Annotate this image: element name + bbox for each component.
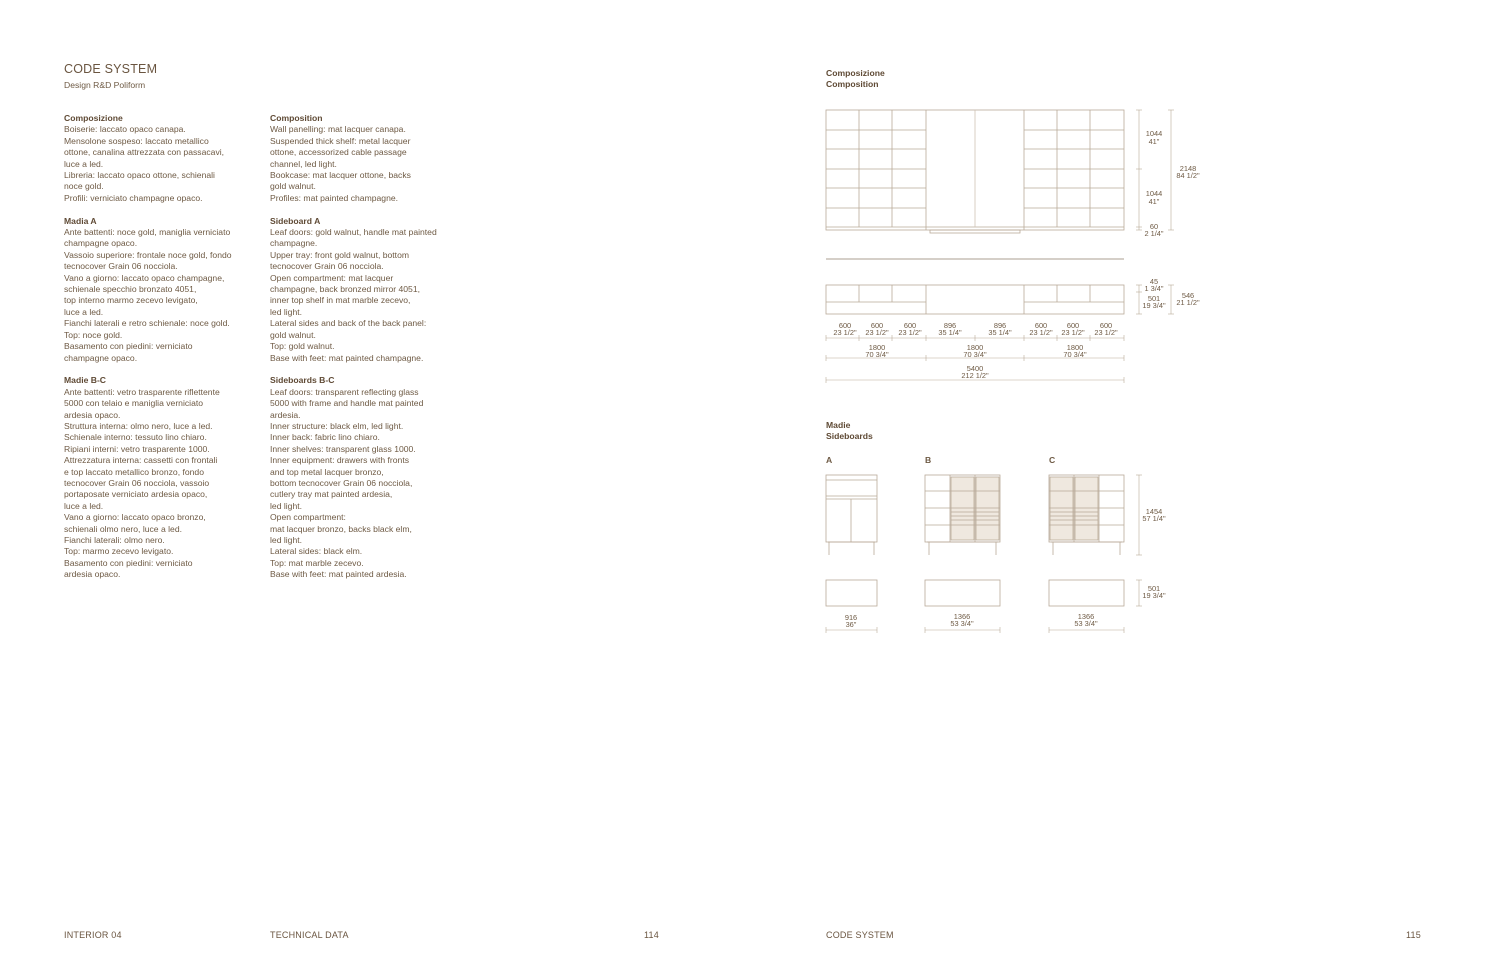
composition-label-it: Composizione xyxy=(826,68,885,78)
footer-left-label: INTERIOR 04 xyxy=(64,930,122,940)
spec-line: e top laccato metallico bronzo, fondo xyxy=(64,466,204,477)
spec-line: Top: marmo zecevo levigato. xyxy=(64,546,174,557)
spec-line: champagne opaco. xyxy=(64,238,138,249)
spec-block-title: Sideboards B-C xyxy=(270,375,335,386)
dim-label: 84 1/2" xyxy=(1176,171,1200,180)
spec-line: Mensolone sospeso: laccato metallico xyxy=(64,135,209,146)
sideboard-b-elevation xyxy=(925,475,1000,555)
spec-line: ottone, canalina attrezzata con passacavi, xyxy=(64,147,225,158)
dim-label: 600 xyxy=(1099,321,1113,330)
dim-label: 45 xyxy=(1149,277,1159,286)
dim-label: 916 xyxy=(844,613,858,622)
dim-label: 2 1/4" xyxy=(1144,229,1164,238)
spec-line: Base with feet: mat painted champagne. xyxy=(270,352,424,363)
dim-label: 1366 xyxy=(1077,612,1095,621)
spec-line: Top: noce gold. xyxy=(64,329,123,340)
dim-label: 1366 xyxy=(953,612,971,621)
spec-line: led light. xyxy=(270,535,303,545)
dim-label: 19 3/4" xyxy=(1142,591,1166,600)
spec-line: Leaf doors: gold walnut, handle mat painted xyxy=(270,227,437,238)
dim-label: 23 1/2" xyxy=(865,328,889,337)
dim-label: 21 1/2" xyxy=(1176,298,1200,307)
dim-label: 896 xyxy=(943,321,957,330)
dim-label: 23 1/2" xyxy=(1029,328,1053,337)
dim-label: 212 1/2" xyxy=(961,371,989,380)
spec-line: tecnocover Grain 06 nocciola, vassoio xyxy=(64,477,210,488)
spec-line: Base with feet: mat painted ardesia. xyxy=(270,569,407,580)
spec-line: Ante battenti: vetro trasparente riflettente xyxy=(64,386,220,397)
spec-line: Libreria: laccato opaco ottone, schienali xyxy=(64,170,215,181)
footer-section-label: TECHNICAL DATA xyxy=(270,930,349,940)
spec-line: Open compartment: xyxy=(270,512,346,523)
spec-line: Vano a giorno: laccato opaco champagne, xyxy=(64,272,225,283)
dim-label: 70 3/4" xyxy=(865,350,889,359)
spec-line: Attrezzatura interna: cassetti con frontali xyxy=(64,455,218,466)
dim-label: 23 1/2" xyxy=(898,328,922,337)
spec-line: Suspended thick shelf: metal lacquer xyxy=(270,135,411,146)
spec-line: Basamento con piedini: verniciato xyxy=(64,341,193,352)
spec-line: inner top shelf in mat marble zecevo, xyxy=(270,295,411,306)
spec-line: and top metal lacquer bronzo, xyxy=(270,466,384,477)
spec-line: champagne. xyxy=(270,238,318,249)
spec-line: Inner shelves: transparent glass 1000. xyxy=(270,443,416,454)
spec-line: Top: mat marble zecevo. xyxy=(270,557,364,568)
sideboard-a-elevation xyxy=(826,475,877,555)
dim-label: 23 1/2" xyxy=(1094,328,1118,337)
dim-label: 53 3/4" xyxy=(950,619,974,628)
dim-label: 2148 xyxy=(1179,164,1197,173)
variant-labels xyxy=(826,455,1055,465)
spec-line: Schienale interno: tessuto lino chiaro. xyxy=(64,432,207,443)
composition-dimension-labels xyxy=(833,129,1200,380)
dim-label: 600 xyxy=(1066,321,1080,330)
variant-a-label: A xyxy=(826,455,833,465)
spec-line: ardesia opaco. xyxy=(64,409,121,420)
dim-label: 41" xyxy=(1148,137,1160,146)
spec-line: Upper tray: front gold walnut, bottom xyxy=(270,249,410,260)
spec-block-title: Madia A xyxy=(64,215,97,226)
dim-label: 600 xyxy=(838,321,852,330)
page-number-right: 115 xyxy=(1406,930,1421,940)
dim-label: 60 xyxy=(1149,222,1159,231)
dim-label: 41" xyxy=(1148,197,1160,206)
spec-line: Fianchi laterali: olmo nero. xyxy=(64,535,165,545)
spec-line: Leaf doors: transparent reflecting glass xyxy=(270,386,419,397)
spec-block-title: Composition xyxy=(270,113,323,123)
spec-line: Open compartment: mat lacquer xyxy=(270,272,394,283)
spec-line: Basamento con piedini: verniciato xyxy=(64,557,193,568)
spec-line: ottone, accessorized cable passage xyxy=(270,147,407,158)
spec-line: Lateral sides: black elm. xyxy=(270,546,363,557)
spec-line: luce a led. xyxy=(64,158,104,169)
page-subtitle: Design R&D Poliform xyxy=(64,80,146,90)
dim-label: 546 xyxy=(1181,291,1195,300)
dim-label: 35 1/4" xyxy=(988,328,1012,337)
spec-line: Wall panelling: mat lacquer canapa. xyxy=(270,124,406,135)
spec-line: schienale specchio bronzato 4051, xyxy=(64,284,197,295)
page-title: CODE SYSTEM xyxy=(64,62,158,76)
spec-line: portaposate verniciato ardesia opaco, xyxy=(64,489,208,500)
spec-line: luce a led. xyxy=(64,306,104,317)
spec-line: ardesia. xyxy=(270,409,301,420)
dim-label: 5400 xyxy=(966,364,984,373)
composition-label-en: Composition xyxy=(826,79,879,90)
spec-line: Fianchi laterali e retro schienale: noce gold. xyxy=(64,318,230,329)
spec-line: ardesia opaco. xyxy=(64,569,121,580)
dim-label: 23 1/2" xyxy=(833,328,857,337)
sideboard-plans xyxy=(826,580,1124,606)
spec-line: led light. xyxy=(270,306,303,317)
spec-line: champagne, back bronzed mirror 4051, xyxy=(270,284,420,295)
sideboard-c-elevation xyxy=(1049,475,1124,555)
composition-plan xyxy=(826,259,1124,314)
variant-b-label: B xyxy=(925,455,932,465)
spec-line: 5000 with frame and handle mat painted xyxy=(270,398,424,409)
spec-block-title: Composizione xyxy=(64,113,123,123)
spec-line: Inner equipment: drawers with fronts xyxy=(270,455,409,466)
dim-label: 1454 xyxy=(1145,507,1163,516)
spec-line: led light. xyxy=(270,500,303,511)
spec-line: Bookcase: mat lacquer ottone, backs xyxy=(270,170,411,181)
dim-label: 501 xyxy=(1147,294,1161,303)
dim-label: 600 xyxy=(903,321,917,330)
spec-line: gold walnut. xyxy=(270,329,316,340)
dim-label: 1800 xyxy=(1066,343,1084,352)
dim-label: 501 xyxy=(1147,584,1161,593)
dim-label: 1800 xyxy=(868,343,886,352)
dim-label: 1800 xyxy=(966,343,984,352)
spec-line: Struttura interna: olmo nero, luce a led. xyxy=(64,420,213,431)
spec-line: Profiles: mat painted champagne. xyxy=(270,192,399,203)
dim-label: 600 xyxy=(1034,321,1048,330)
spec-line: Profili: verniciato champagne opaco. xyxy=(64,192,203,203)
spec-line: top interno marmo zecevo levigato, xyxy=(64,295,198,306)
spec-line: gold walnut. xyxy=(270,181,316,192)
variant-c-label: C xyxy=(1049,455,1056,465)
dim-label: 53 3/4" xyxy=(1074,619,1098,628)
spec-line: Top: gold walnut. xyxy=(270,341,335,352)
spec-line: Ripiani interni: vetro trasparente 1000. xyxy=(64,443,210,454)
sideboards-label-it: Madie xyxy=(826,420,851,430)
spec-line: Vano a giorno: laccato opaco bronzo, xyxy=(64,512,206,523)
dim-label: 1 3/4" xyxy=(1144,284,1164,293)
spec-line: channel, led light. xyxy=(270,158,337,169)
dim-label: 36" xyxy=(845,620,857,629)
dim-label: 896 xyxy=(993,321,1007,330)
spec-block-title: Sideboard A xyxy=(270,215,321,226)
spec-line: 5000 con telaio e maniglia verniciato xyxy=(64,398,204,409)
dim-label: 600 xyxy=(870,321,884,330)
spec-line: Inner back: fabric lino chiaro. xyxy=(270,432,380,443)
dim-label: 35 1/4" xyxy=(938,328,962,337)
dim-label: 70 3/4" xyxy=(1063,350,1087,359)
footer-right-label: CODE SYSTEM xyxy=(826,930,894,940)
dim-label: 57 1/4" xyxy=(1142,514,1166,523)
spec-line: cutlery tray mat painted ardesia, xyxy=(270,489,393,500)
sideboards-label-en: Sideboards xyxy=(826,431,873,442)
spec-line: schienali olmo nero, luce a led. xyxy=(64,523,182,534)
spec-line: Ante battenti: noce gold, maniglia verniciato xyxy=(64,227,231,238)
dim-label: 1044 xyxy=(1145,129,1163,138)
spec-line: luce a led. xyxy=(64,500,104,511)
spec-line: Boiserie: laccato opaco canapa. xyxy=(64,124,186,135)
dim-label: 70 3/4" xyxy=(963,350,987,359)
spec-line: Lateral sides and back of the back panel: xyxy=(270,318,427,329)
spec-block-title: Madie B-C xyxy=(64,375,107,386)
spec-line: tecnocover Grain 06 nocciola. xyxy=(270,261,384,272)
spec-line: tecnocover Grain 06 nocciola. xyxy=(64,261,178,272)
dim-label: 23 1/2" xyxy=(1061,328,1085,337)
spec-line: Inner structure: black elm, led light. xyxy=(270,420,404,431)
dim-label: 1044 xyxy=(1145,189,1163,198)
dim-label: 19 3/4" xyxy=(1142,301,1166,310)
spec-line: champagne opaco. xyxy=(64,352,138,363)
page-number-left: 114 xyxy=(644,930,659,940)
spec-line: Vassoio superiore: frontale noce gold, fondo xyxy=(64,249,232,260)
spec-line: mat lacquer bronzo, backs black elm, xyxy=(270,523,412,534)
spec-line: bottom tecnocover Grain 06 nocciola, xyxy=(270,477,413,488)
composition-elevation xyxy=(826,110,1124,233)
spec-line: noce gold. xyxy=(64,181,104,192)
